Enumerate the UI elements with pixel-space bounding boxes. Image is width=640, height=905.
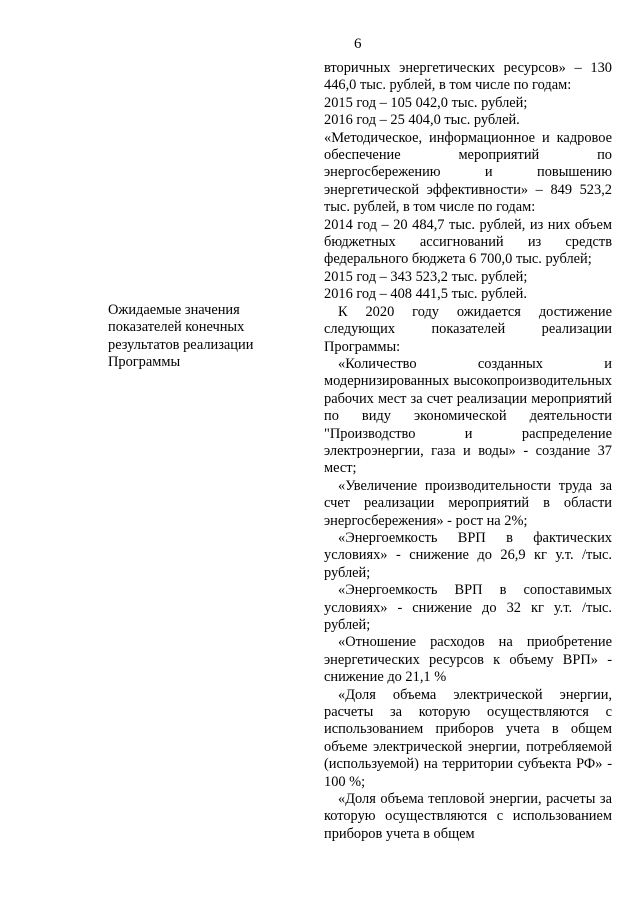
- funding-line: 2016 год – 25 404,0 тыс. рублей.: [324, 112, 520, 129]
- indicator-item: «Доля объема электрической энергии, расчеты за которую осуществляются с использованием приборов учета в общем объеме электрической энергии, потребляемой (используемой) на территории субъекта РФ» - 100 %;: [324, 686, 612, 790]
- funding-line: вторичных энергетических ресурсов» – 130 446,0 тыс. рублей, в том числе по годам:: [324, 60, 612, 94]
- funding-line: 2016 год – 408 441,5 тыс. рублей.: [324, 286, 527, 303]
- indicator-item: «Энергоемкость ВРП в фактических условиях» - снижение до 26,9 кг у.т. /тыс. рублей;: [324, 529, 612, 581]
- expected-results-label: Ожидаемые значения показателей конечных результатов реализации Программы: [108, 302, 254, 371]
- funding-line: 2015 год – 343 523,2 тыс. рублей;: [324, 268, 528, 285]
- indicator-item: «Отношение расходов на приобретение энергетических ресурсов к объему ВРП» - снижение до 21,1 %: [324, 634, 612, 686]
- funding-line: 2015 год – 105 042,0 тыс. рублей;: [324, 94, 528, 111]
- funding-line: «Методическое, информационное и кадровое обеспечение мероприятий по энергосбережению и повышению энергетической эффективности» – 849 523,2 тыс. рублей, в том числе по годам:: [324, 129, 612, 216]
- indicator-item: «Энергоемкость ВРП в сопоставимых условиях» - снижение до 32 кг у.т. /тыс. рублей;: [324, 582, 612, 633]
- page-number: 6: [354, 36, 362, 52]
- indicator-item: «Увеличение производительности труда за счет реализации мероприятий в области энергосбережения» - рост на 2%;: [324, 477, 612, 529]
- indicator-item: «Количество созданных и модернизированных высокопроизводительных рабочих мест за счет реализации мероприятий по виду экономической деятельности "Производство и распределение электроэнергии, газа и воды» - создание 37 мест;: [324, 355, 612, 477]
- results-intro: К 2020 году ожидается достижение следующих показателей реализации Программы:: [324, 303, 612, 355]
- funding-line: 2014 год – 20 484,7 тыс. рублей, из них объем бюджетных ассигнований из средств федерального бюджета 6 700,0 тыс. рублей;: [324, 216, 612, 268]
- indicator-item: «Доля объема тепловой энергии, расчеты за которую осуществляются с использованием приборов учета в общем: [324, 791, 612, 842]
- program-details-column: [324, 60, 612, 843]
